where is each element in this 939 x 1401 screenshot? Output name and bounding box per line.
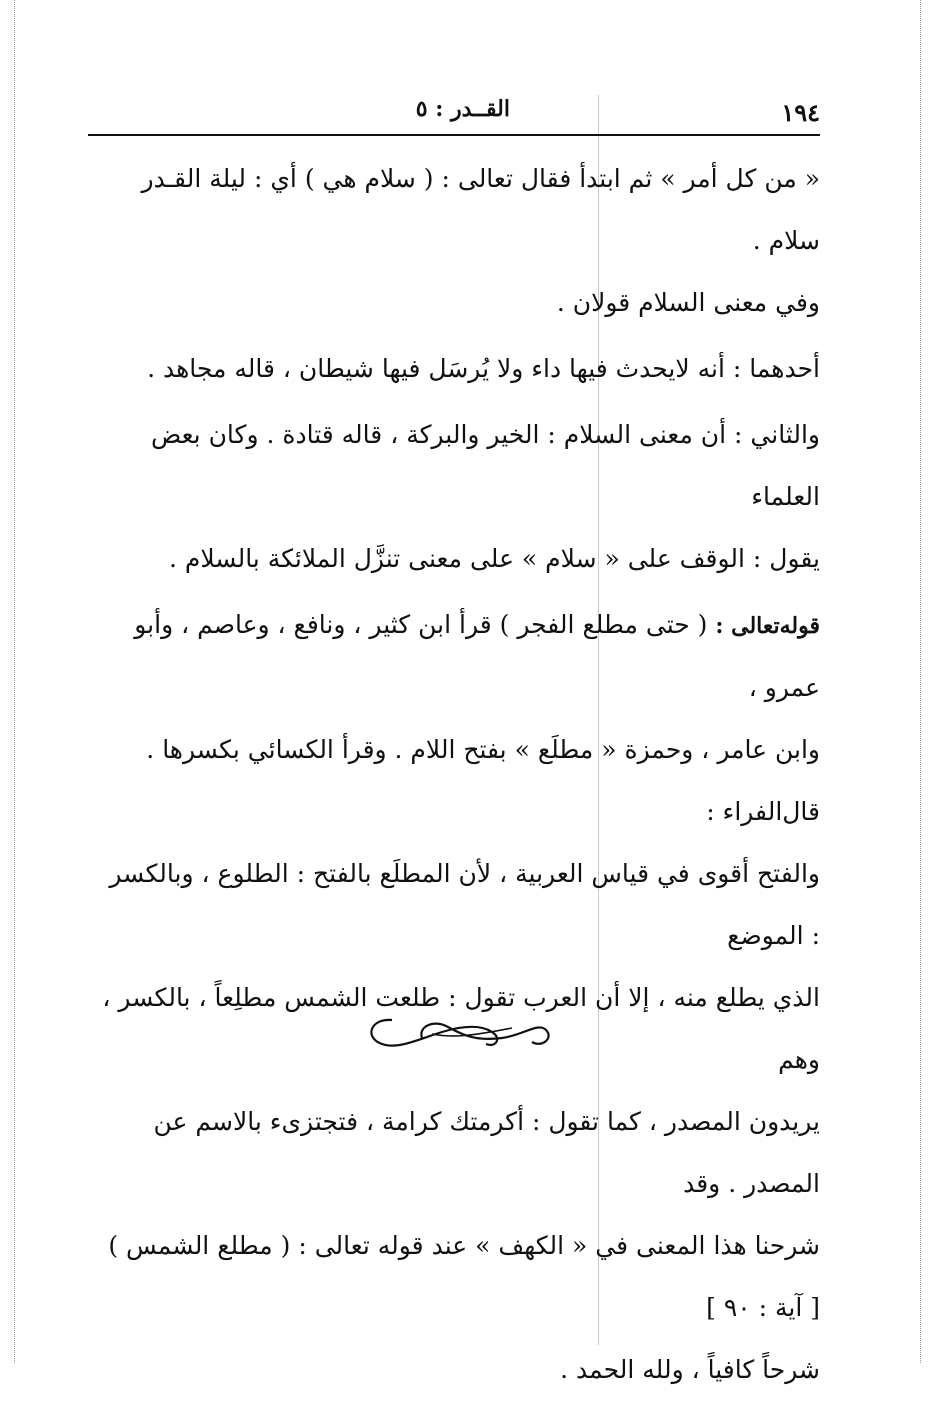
line-text: ( حتى مطلع الفجر ) قرأ ابن كثير ، ونافع ، وعاصم ، وأبو عمرو ، (134, 610, 820, 702)
lead-phrase: قوله‌تعالى : (715, 613, 820, 639)
page-number: ١٩٤ (781, 98, 820, 127)
page-header (88, 96, 820, 128)
right-scan-edge (920, 0, 921, 1363)
paragraph-line: وابن عامر ، وحمزة « مطلَع » بفتح اللام . وقرأ الكسائي بكسرها . قال‌الفراء : (146, 735, 820, 826)
paragraph-line: والثاني : أن معنى السلام : الخير والبركة ، قاله قتادة . وكان بعض العلماء (150, 420, 820, 511)
body-text (95, 148, 820, 1401)
paragraph-line: يقول : الوقف على « سلام » على معنى تنزَّل الملائكة بالسلام . (168, 544, 820, 573)
paragraph-line (95, 594, 820, 719)
left-scan-edge (14, 0, 15, 1363)
running-title: القــدر : ٥ (415, 96, 510, 122)
paragraph-line: شرحاً كافياً ، ولله الحمد . (560, 1355, 820, 1384)
paragraph-line: وفي معنى السلام قولان . (556, 288, 820, 317)
paragraph-line: شرحنا هذا المعنى في « الكهف » عند قوله تعالى : ( مطلع الشمس ) [ آية : ٩٠ ] (108, 1231, 820, 1322)
paragraph-line: « من كل أمر » ثم ابتدأ فقال تعالى : ( سلام هي ) أي : ليلة القـدر سلام . (141, 164, 820, 255)
header-rule (88, 134, 820, 136)
paragraph-line: والفتح أقوى في قياس العربية ، لأن المطلَع بالفتح : الطلوع ، وبالكسر : الموضع (109, 859, 820, 950)
paragraph-line: يريدون المصدر ، كما تقول : أكرمتك كرامة ، فتجتزىء بالاسم عن المصدر . وقد (153, 1107, 820, 1198)
paragraph-line: الذي يطلع منه ، إلا أن العرب تقول : طلعت الشمس مطلِعاً ، بالكسر ، وهم (102, 983, 820, 1074)
paragraph-line: أحدهما : أنه لايحدث فيها داء ولا يُرسَل فيها شيطان ، قاله مجاهد . (147, 354, 820, 383)
end-flourish-ornament (362, 1008, 554, 1056)
